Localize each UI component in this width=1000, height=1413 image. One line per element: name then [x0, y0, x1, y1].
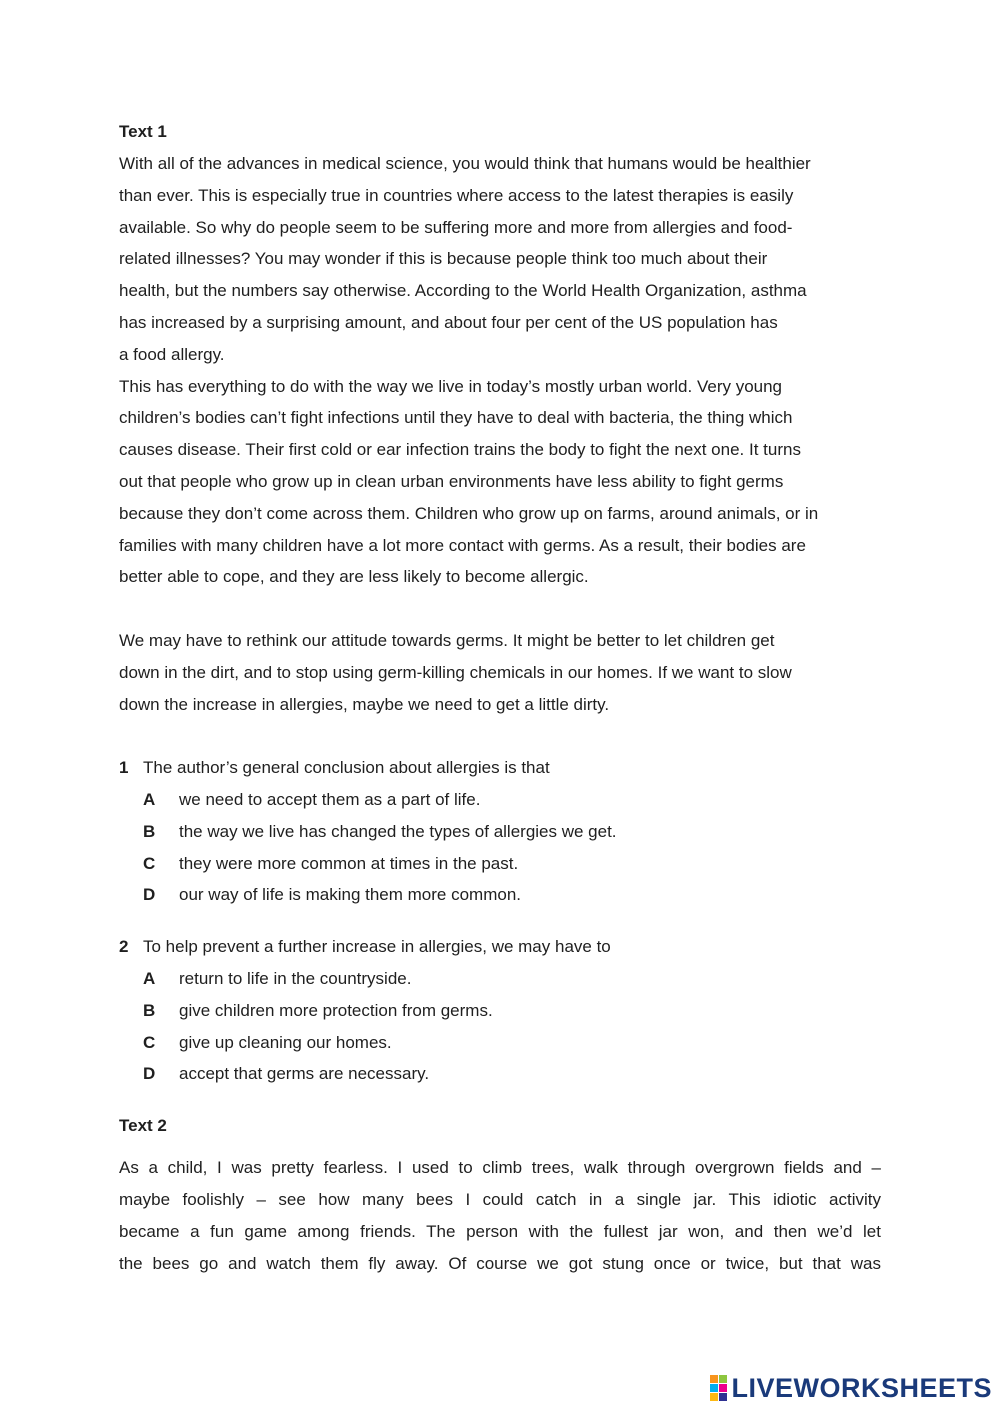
liveworksheets-logo-icon	[710, 1375, 727, 1401]
option-text: accept that germs are necessary.	[179, 1064, 430, 1084]
text-line: than ever. This is especially true in countries where access to the latest therapies is easily	[119, 185, 794, 205]
worksheet-page	[119, 116, 881, 1279]
text-line: As a child, I was pretty fearless. I used to climb trees, walk through overgrown fields and –	[119, 1158, 881, 1178]
text-line: out that people who grow up in clean urban environments have less ability to fight germs	[119, 471, 784, 491]
answer-option-1a[interactable]	[143, 784, 881, 816]
text-line: causes disease. Their first cold or ear infection trains the body to fight the next one. It turns	[119, 440, 801, 460]
text2-heading: Text 2	[119, 1116, 167, 1136]
spacer	[119, 911, 881, 931]
option-text: our way of life is making them more common.	[179, 885, 522, 905]
option-letter: C	[143, 853, 156, 873]
option-text: they were more common at times in the past.	[179, 853, 519, 873]
text-line: families with many children have a lot more contact with germs. As a result, their bodies are	[119, 535, 806, 555]
liveworksheets-logo[interactable]	[710, 1373, 992, 1403]
logo-text: LIVEWORKSHEETS	[731, 1372, 992, 1403]
text-line: became a fun game among friends. The person with the fullest jar won, and then we’d let	[119, 1221, 881, 1241]
question-stem: The author’s general conclusion about allergies is that	[143, 758, 550, 778]
text-line: With all of the advances in medical science, you would think that humans would be healthier	[119, 154, 811, 173]
option-text: we need to accept them as a part of life.	[179, 789, 481, 809]
option-letter: A	[143, 789, 156, 809]
spacer	[119, 1090, 881, 1110]
text-line: has increased by a surprising amount, and about four per cent of the US population has	[119, 312, 778, 332]
option-text: give children more protection from germs.	[179, 1000, 493, 1020]
text-line: We may have to rethink our attitude towards germs. It might be better to let children get	[119, 630, 775, 650]
question-number: 2	[119, 937, 129, 957]
text-line: available. So why do people seem to be suffering more and more from allergies and food-	[119, 217, 793, 237]
text1-paragraph-2	[119, 371, 881, 594]
question-number: 1	[119, 758, 129, 778]
answer-option-2d[interactable]	[143, 1058, 881, 1090]
spacer	[119, 1142, 881, 1152]
spacer	[119, 720, 881, 752]
question-stem: To help prevent a further increase in allergies, we may have to	[143, 937, 611, 957]
option-text: return to life in the countryside.	[179, 968, 412, 988]
answer-option-1b[interactable]	[143, 816, 881, 848]
text-line: maybe foolishly – see how many bees I could catch in a single jar. This idiotic activity	[119, 1189, 881, 1209]
answer-option-2b[interactable]	[143, 995, 881, 1027]
text1-paragraph-1	[119, 148, 881, 371]
option-letter: B	[143, 1000, 156, 1020]
text1-heading: Text 1	[119, 122, 167, 141]
text-line: health, but the numbers say otherwise. According to the World Health Organization, asthma	[119, 281, 807, 301]
text-line: better able to cope, and they are less likely to become allergic.	[119, 567, 589, 587]
answer-option-1d[interactable]	[143, 879, 881, 911]
text-line: down in the dirt, and to stop using germ-killing chemicals in our homes. If we want to slow	[119, 662, 792, 682]
option-text: the way we live has changed the types of allergies we get.	[179, 821, 617, 841]
text-line: This has everything to do with the way we live in today’s mostly urban world. Very young	[119, 376, 783, 396]
question-2	[119, 931, 881, 1090]
text-line: because they don’t come across them. Children who grow up on farms, around animals, or in	[119, 503, 819, 523]
answer-option-1c[interactable]	[143, 848, 881, 880]
option-letter: B	[143, 821, 156, 841]
option-letter: D	[143, 885, 156, 905]
text-line: a food allergy.	[119, 344, 225, 364]
option-letter: D	[143, 1064, 156, 1084]
text2-paragraph	[119, 1152, 881, 1279]
text-line: down the increase in allergies, maybe we need to get a little dirty.	[119, 694, 610, 714]
answer-option-2a[interactable]	[143, 963, 881, 995]
answer-option-2c[interactable]	[143, 1027, 881, 1059]
option-letter: C	[143, 1032, 156, 1052]
option-text: give up cleaning our homes.	[179, 1032, 392, 1052]
text-line: the bees go and watch them fly away. Of course we got stung once or twice, but that was	[119, 1253, 881, 1273]
text-line: children’s bodies can’t fight infections until they have to deal with bacteria, the thing which	[119, 408, 793, 428]
text1-paragraph-3	[119, 625, 881, 720]
text-line: related illnesses? You may wonder if this is because people think too much about their	[119, 249, 768, 269]
spacer	[119, 593, 881, 625]
option-letter: A	[143, 968, 156, 988]
question-1	[119, 752, 881, 911]
